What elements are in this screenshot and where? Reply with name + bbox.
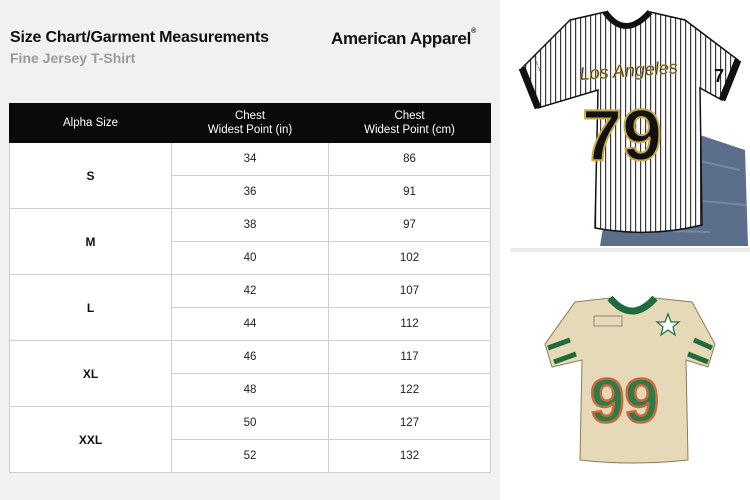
chest-in-value: 48 (172, 374, 329, 407)
column-gap (500, 0, 510, 500)
chest-cm-value: 102 (329, 242, 491, 275)
chest-in-value: 42 (172, 275, 329, 308)
jersey-script: Los Angeles (578, 57, 679, 84)
header-chest-cm-line1: Chest (394, 110, 425, 122)
table-row (10, 143, 491, 176)
header-chest-cm (329, 104, 491, 143)
chest-cm-value: 91 (329, 176, 491, 209)
sleeve-number: 7 (714, 66, 725, 86)
chest-cm-value: 122 (329, 374, 491, 407)
product-photo-pinstripe-jersey (510, 0, 750, 248)
pinstripe-jersey-illustration (510, 0, 750, 248)
brand-logo (331, 29, 476, 49)
table-row (10, 275, 491, 308)
size-label: M (10, 209, 172, 275)
chest-cm-value: 117 (329, 341, 491, 374)
chest-in-value: 36 (172, 176, 329, 209)
header-alpha-size: Alpha Size (10, 104, 172, 143)
chest-cm-value: 127 (329, 407, 491, 440)
chest-cm-value: 132 (329, 440, 491, 473)
table-row (10, 407, 491, 440)
chest-cm-value: 112 (329, 308, 491, 341)
chest-cm-value: 86 (329, 143, 491, 176)
header-chest-in (172, 104, 329, 143)
chest-cm-value: 97 (329, 209, 491, 242)
header-chest-in-line2: Widest Point (in) (207, 124, 293, 136)
jersey-number: 99 (590, 367, 659, 436)
table-row (10, 209, 491, 242)
chest-in-value: 38 (172, 209, 329, 242)
jersey-number: 79 (582, 96, 663, 176)
registered-mark: ® (471, 28, 476, 35)
size-label: XXL (10, 407, 172, 473)
cream-jersey-illustration (510, 252, 750, 500)
product-photo-cream-jersey (510, 252, 750, 500)
size-label: L (10, 275, 172, 341)
chest-in-value: 34 (172, 143, 329, 176)
chest-cm-value: 107 (329, 275, 491, 308)
svg-text:~~~: ~~~ (530, 53, 544, 74)
page-title: Size Chart/Garment Measurements (10, 29, 269, 46)
chest-in-value: 44 (172, 308, 329, 341)
chest-in-value: 52 (172, 440, 329, 473)
table-row (10, 341, 491, 374)
size-label: XL (10, 341, 172, 407)
product-subtitle: Fine Jersey T-Shirt (10, 50, 136, 66)
header-chest-in-line1: Chest (234, 110, 266, 122)
brand-name: American Apparel (331, 29, 472, 48)
table-header-row (10, 104, 491, 143)
size-label: S (10, 143, 172, 209)
chest-in-value: 46 (172, 341, 329, 374)
chest-in-value: 50 (172, 407, 329, 440)
chest-in-value: 40 (172, 242, 329, 275)
size-table (9, 103, 491, 473)
header-chest-cm-line2: Widest Point (cm) (364, 124, 455, 136)
